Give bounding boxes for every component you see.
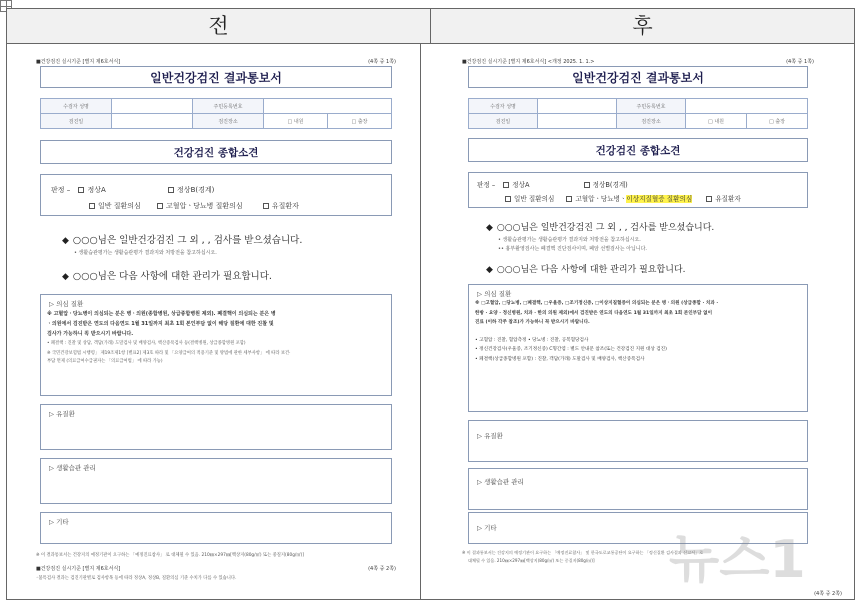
option-bp-diabetes: 고혈압ㆍ당뇨병ㆍ: [575, 195, 627, 203]
info-date-value: [112, 114, 193, 129]
option-general-suspect: 일반 질환의심: [514, 195, 555, 203]
info-table: [40, 98, 392, 129]
section-existing-disease: [468, 420, 808, 462]
suspected-line: 검사가 가능하니 꼭 받으시기 바랍니다.: [47, 331, 134, 337]
section-title: ▷ 기타: [477, 524, 497, 532]
info-name-value: [112, 99, 193, 114]
before-form: [36, 52, 396, 592]
info-name-label: 수검자 성명: [469, 99, 538, 114]
xray-note: •• 흉부촬영검사는 폐결핵 진단검사이며, 폐암 선별검사는 아닙니다.: [498, 246, 648, 252]
diamond-icon: ◆: [486, 223, 493, 233]
lifestyle-note: • 생활습관평가는 생활습관평가 결과지와 처방전을 참고하십시오.: [74, 250, 217, 256]
checkbox-icon[interactable]: [505, 196, 511, 202]
suspected-line: ※ 국민건강보험법 시행령」 제19조제1항 [별표2] 제3호 따라 및 「요양급여의 적용기준 및 방법에 관한 세부사항」 에 따라 보건·: [47, 351, 291, 356]
page-number-2: (4쪽 중 2쪽): [814, 591, 842, 597]
checkbox-icon[interactable]: [89, 203, 95, 209]
form-title: 일반건강검진 결과통보서: [40, 66, 392, 88]
info-rrn-value: [264, 99, 392, 114]
suspected-line: ※ □고혈압, □당뇨병, □폐결핵, □우울증, □조기정신증, □이상지질혈증이 의심되는 분은 병ㆍ의원 (상급종합 · 치과 ·: [475, 301, 719, 306]
section-title: ▷ 의심 질환: [477, 290, 512, 298]
option-normal-a: 정상A: [512, 181, 530, 189]
judgement-box: [40, 174, 392, 216]
form-ref-2: ■건강검진 실시기준 [별지 제6호서식]: [36, 566, 121, 572]
watermark-text: 뉴스1: [669, 530, 806, 590]
suspected-line: • 폐결핵 : 진찰 및 상담, 객담(가래) 도말검사 및 배양검사, 핵산증폭검사 등(결핵병원, 상급종합병원 포함): [47, 341, 246, 346]
section-suspected-disease: [40, 294, 392, 396]
info-place-label: 검진장소: [193, 114, 264, 129]
info-name-value: [538, 99, 617, 114]
section-title: ▷ 생활습관 관리: [49, 464, 96, 472]
suspected-line: 진료 (이하 각주 참조)가 가능하니 꼭 받으시기 바랍니다.: [475, 320, 590, 325]
management-statement: ○○○님은 다음 사항에 대한 관리가 필요합니다.: [496, 265, 686, 275]
info-outside-option: □ 출장: [328, 114, 392, 129]
section-other: [40, 512, 392, 544]
checkbox-icon[interactable]: [168, 187, 174, 193]
info-rrn-label: 주민등록번호: [193, 99, 264, 114]
page-number: (4쪽 중 1쪽): [368, 59, 396, 65]
diamond-icon: ◆: [62, 236, 69, 246]
footer-note-2: ◦불특검사 결과는 검진기관별로 검사항목 등에 따라 정상A, 정상B, 질환의심 기준 수치가 다를 수 있습니다.: [36, 576, 237, 581]
info-date-value: [538, 114, 617, 129]
checkbox-icon[interactable]: [566, 196, 572, 202]
suspected-line: ※ 고혈압ㆍ당뇨병이 의심되는 분은 병ㆍ의원(종합병원, 상급종합병원 제외). 폐결핵이 의심되는 분은 병: [47, 311, 276, 317]
diamond-icon: ◆: [486, 265, 493, 275]
form-ref: ■건강검진 실시기준 [별지 제6호서식] <개정 2025. 1. 1.>: [462, 59, 595, 65]
header-before: 전: [7, 9, 431, 43]
suspected-line: 한방 · 요양 · 정신병원, 치과 · 한의 의원 제외)에서 검진받은 연도의 다음연도 1월 31일까지 최초 1회 본인부담 없이: [475, 310, 713, 316]
judgement-label: 판정 –: [477, 181, 496, 189]
info-inside-option: □ 내원: [264, 114, 328, 129]
section-title: ▷ 기타: [49, 518, 69, 526]
summary-title: 건강검진 종합소견: [468, 138, 808, 162]
footer-note: ※ 이 결과통보서는 건강지의 예정기관이 요구하는 「예정진료참사」 및 한국도로교통공단이 요구하는 「정신질환 검사결과 신고서」로: [462, 550, 704, 555]
info-outside-option: □ 출장: [747, 114, 808, 129]
news1-watermark-logo: [665, 515, 845, 593]
table-header: [6, 8, 855, 44]
section-title: ▷ 의심 질환: [49, 300, 84, 308]
exam-statement: ○○○님은 일반건강검진 그 외 , , 검사를 받으셨습니다.: [72, 235, 303, 246]
diamond-icon: ◆: [62, 272, 69, 282]
page-number-2: (4쪽 중 2쪽): [368, 566, 396, 572]
checkbox-icon[interactable]: [503, 182, 509, 188]
info-date-label: 검진일: [469, 114, 538, 129]
header-after: 후: [632, 14, 653, 38]
section-lifestyle: [468, 468, 808, 510]
page-number: (4쪽 중 1쪽): [786, 59, 814, 65]
section-lifestyle: [40, 458, 392, 504]
summary-title: 건강검진 종합소견: [40, 140, 392, 164]
checkbox-icon[interactable]: [78, 187, 84, 193]
option-existing-disease: 유질환자: [271, 202, 299, 210]
form-ref: ■건강검진 실시기준 [별지 제6호서식]: [36, 59, 121, 65]
judgement-label: 판정 –: [51, 186, 71, 194]
option-bp-diabetes-suspect: 고혈압ㆍ당뇨병 질환의심: [166, 202, 243, 210]
info-inside-option: □ 내원: [686, 114, 747, 129]
management-statement: ○○○님은 다음 사항에 대한 관리가 필요합니다.: [72, 271, 272, 282]
section-title: ▷ 유질환: [49, 410, 75, 418]
info-table: [468, 98, 808, 129]
footer-note-b: 대체될 수 있음. 210㎜×297㎜[백상지(80g/㎡) 또는 중질지(80g/㎡)]: [468, 558, 595, 563]
suspected-line: • 폐결핵(상급종합병원 포함) : 진찰, 객담(가래) 도말검사 및 배양검사, 핵산증폭검사: [475, 356, 645, 362]
suspected-line: 부담 면제 (의료급여수급권자는 「의료급여법」 에 따라 가능): [47, 359, 163, 364]
section-title: ▷ 생활습관 관리: [477, 478, 524, 486]
checkbox-icon[interactable]: [584, 182, 590, 188]
info-rrn-label: 주민등록번호: [617, 99, 686, 114]
form-title: 일반건강검진 결과통보서: [468, 66, 808, 88]
option-dyslipidemia-highlight: 이상지질혈증 질환의심: [626, 195, 693, 203]
exam-statement: ○○○님은 일반건강검진 그 외 , , 검사를 받으셨습니다.: [496, 223, 715, 233]
info-rrn-value: [686, 99, 808, 114]
section-suspected-disease: [468, 284, 808, 412]
column-divider: [420, 44, 421, 600]
option-existing-disease: 유질환자: [715, 195, 741, 203]
after-form: [462, 52, 842, 597]
option-normal-b: 정상B(경계): [177, 186, 215, 194]
option-general-suspect: 일반 질환의심: [98, 202, 141, 210]
checkbox-icon[interactable]: [263, 203, 269, 209]
option-normal-b: 정상B(경계): [592, 181, 628, 189]
checkbox-icon[interactable]: [706, 196, 712, 202]
suspected-line: • 고혈압 : 진찰, 혈압측정 • 당뇨병 : 진찰, 공복혈당검사: [475, 337, 589, 343]
info-name-label: 수검자 성명: [41, 99, 112, 114]
option-normal-a: 정상A: [87, 186, 106, 194]
footer-note: ※ 이 결과통보서는 건강지의 예정기관이 요구하는 「예정진료참사」 로 대체될 수 있음. 210㎜×297㎜[백상지(80g/㎡) 또는 중질지(80g/㎡)]: [36, 553, 305, 558]
info-place-label: 검진장소: [617, 114, 686, 129]
section-existing-disease: [40, 404, 392, 450]
checkbox-icon[interactable]: [157, 203, 163, 209]
suspected-line: • 정신건강검사(우울증, 조기정신증) C형간염 : 별도 안내문 참조(또는 건강검진 지원 대상 검진): [475, 347, 667, 352]
suspected-line: ㆍ의원에서 검진받은 연도의 다음연도 1월 31일까지 최초 1회 본인부담 없이 해당 질환에 대한 진찰 및: [47, 321, 274, 327]
section-title: ▷ 유질환: [477, 432, 503, 440]
info-date-label: 검진일: [41, 114, 112, 129]
lifestyle-note: • 생활습관평가는 생활습관평가 결과지와 처방전을 참고하십시오.: [498, 237, 641, 243]
judgement-box: [468, 172, 808, 208]
